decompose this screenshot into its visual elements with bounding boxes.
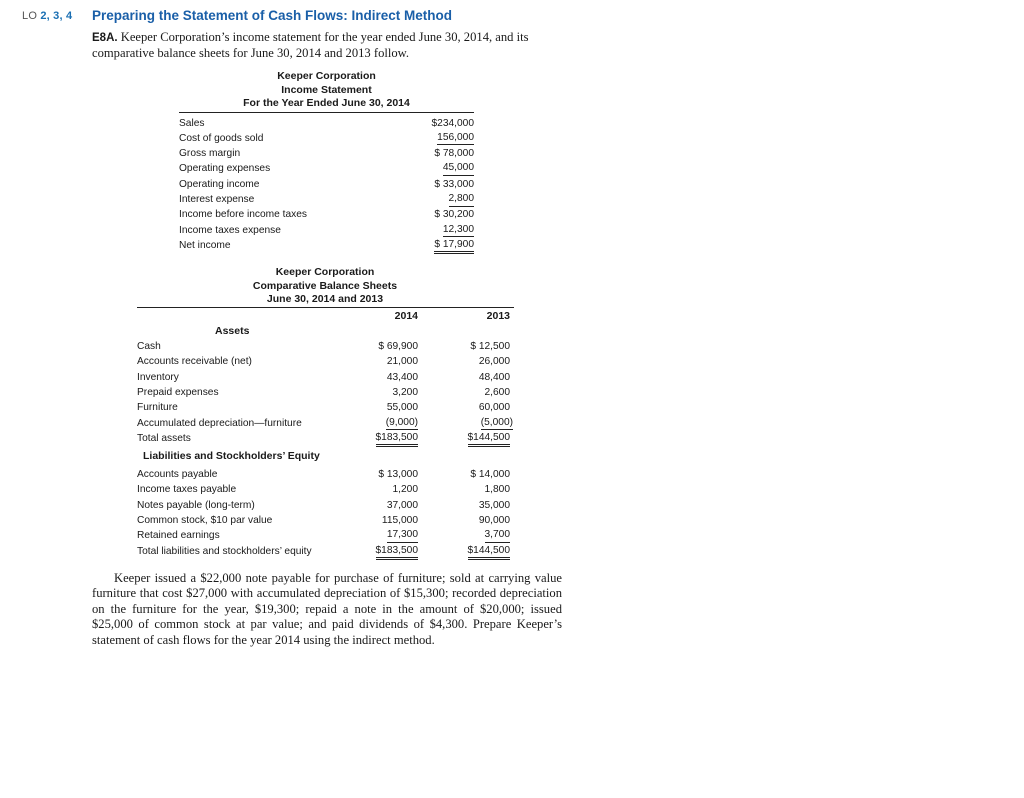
- is-row: [179, 146, 474, 161]
- bs-value-2014: 55,000: [386, 402, 418, 414]
- bs-row-label: Total assets: [137, 432, 191, 444]
- bs-value-2014: $ 13,000: [378, 469, 418, 480]
- bs-value-2013: 60,000: [478, 402, 510, 414]
- bs-value-2013: 90,000: [478, 514, 510, 526]
- is-row: [179, 131, 474, 146]
- is-row-label: Operating income: [179, 178, 260, 190]
- bs-row: [137, 431, 513, 446]
- bs-name: Comparative Balance Sheets: [252, 279, 398, 292]
- bs-row-label: Retained earnings: [137, 530, 220, 542]
- bs-value-2014: $183,500: [376, 431, 419, 448]
- is-name: Income Statement: [281, 83, 372, 96]
- learning-objective: [22, 10, 72, 22]
- bs-value-2014: 37,000: [386, 499, 418, 511]
- bs-value-2014: 17,300: [387, 528, 418, 543]
- is-row-value: 2,800: [449, 192, 475, 207]
- bs-value-2014: 21,000: [386, 356, 418, 368]
- exercise-intro: [92, 30, 567, 61]
- bs-value-2013: 26,000: [478, 356, 510, 368]
- is-row-label: Sales: [179, 117, 205, 129]
- bs-row: [137, 482, 513, 497]
- is-row-label: Gross margin: [179, 148, 241, 160]
- bs-value-2014: $ 69,900: [378, 341, 418, 352]
- bs-rule: [137, 307, 514, 308]
- is-row-value: 156,000: [437, 131, 474, 146]
- is-row: [179, 238, 474, 253]
- bs-row: [137, 467, 513, 482]
- bs-row: [137, 528, 513, 543]
- is-row-label: Income taxes expense: [179, 224, 281, 236]
- bs-row: [137, 416, 513, 431]
- bs-period: June 30, 2014 and 2013: [266, 293, 384, 305]
- is-row-value: $ 33,000: [434, 178, 474, 190]
- income-statement: [179, 70, 474, 251]
- bs-row-label: Income taxes payable: [137, 484, 237, 496]
- bs-row-label: Furniture: [137, 402, 178, 414]
- bs-row-label: Prepaid expenses: [137, 386, 219, 398]
- exercise-intro-text: Keeper Corporation’s income statement for the year ended June 30, 2014, and its comparative balance sheets for June 30, 2014 and 2013 follow.: [92, 30, 529, 60]
- bs-company: Keeper Corporation: [275, 266, 375, 278]
- is-period: For the Year Ended June 30, 2014: [243, 97, 410, 109]
- lo-prefix: LO: [22, 10, 38, 22]
- is-row-value: $234,000: [431, 117, 474, 129]
- income-statement-header: [179, 70, 474, 111]
- is-row-label: Operating expenses: [179, 163, 271, 175]
- bs-row-label: Cash: [137, 341, 161, 352]
- assets-heading: Assets: [215, 325, 250, 337]
- is-row: [179, 116, 474, 131]
- bs-value-2013: $144,500: [468, 431, 511, 448]
- bs-row: [137, 544, 513, 559]
- is-row-value: $ 17,900: [434, 238, 474, 255]
- is-row-value: 45,000: [443, 161, 474, 176]
- bs-row: [137, 339, 513, 354]
- bs-row-label: Common stock, $10 par value: [137, 514, 273, 526]
- bs-row-label: Total liabilities and stockholders’ equity: [137, 545, 312, 557]
- bs-value-2013: (5,000): [481, 416, 513, 431]
- bs-row: [137, 385, 513, 400]
- lo-numbers: 2, 3, 4: [40, 10, 73, 22]
- is-row-label: Income before income taxes: [179, 209, 307, 221]
- is-row: [179, 207, 474, 222]
- is-row-value: $ 30,200: [434, 209, 474, 221]
- bs-value-2013: 35,000: [478, 499, 510, 511]
- is-row: [179, 161, 474, 176]
- bs-row-label: Notes payable (long-term): [137, 499, 255, 511]
- bs-value-2014: (9,000): [386, 416, 418, 431]
- is-rule: [179, 112, 474, 113]
- bs-value-2014: 3,200: [392, 386, 418, 398]
- bs-value-2013: 2,600: [484, 386, 510, 398]
- bs-value-2014: 43,400: [386, 371, 418, 383]
- is-company: Keeper Corporation: [277, 70, 376, 82]
- is-row: [179, 223, 474, 238]
- bs-value-2013: $ 14,000: [470, 469, 510, 480]
- bs-value-2013: $ 12,500: [470, 341, 510, 352]
- exercise-instructions: Keeper issued a $22,000 note payable for purchase of furniture; sold at carrying value furniture that cost $27,000 with accumulated depreciation of $15,300; recorded depreciation on the furniture for the year, $19,300; repaid a note in the amount of $20,000; issued $25,000 of common stock at par value; and paid dividends of $4,300. Prepare Keeper’s statement of cash flows for the year 2014 using the indirect method.: [92, 571, 562, 647]
- bs-row-label: Accounts payable: [137, 469, 218, 480]
- bs-value-2013: $144,500: [468, 544, 511, 561]
- liabilities-heading: Liabilities and Stockholders’ Equity: [143, 450, 320, 462]
- is-row-label: Net income: [179, 239, 231, 251]
- bs-value-2013: 3,700: [485, 528, 511, 543]
- bs-row: [137, 400, 513, 415]
- bs-col-2014: 2014: [394, 310, 418, 322]
- bs-row: [137, 498, 513, 513]
- bs-row-label: Accumulated depreciation—furniture: [137, 417, 302, 429]
- bs-row: [137, 370, 513, 385]
- is-row-value: $ 78,000: [434, 148, 474, 160]
- bs-row-label: Accounts receivable (net): [137, 356, 252, 368]
- bs-value-2014: 1,200: [392, 484, 418, 496]
- bs-row: [137, 354, 513, 369]
- is-row: [179, 177, 474, 192]
- bs-row-label: Inventory: [137, 371, 179, 383]
- is-row-label: Interest expense: [179, 194, 255, 205]
- bs-row: [137, 513, 513, 528]
- balance-sheet-header: [230, 266, 420, 307]
- bs-value-2014: 115,000: [381, 514, 418, 526]
- exercise-title: Preparing the Statement of Cash Flows: Indirect Method: [92, 8, 453, 23]
- bs-col-2013: 2013: [486, 310, 510, 322]
- is-row: [179, 192, 474, 207]
- bs-value-2014: $183,500: [376, 544, 419, 561]
- is-row-value: 12,300: [443, 223, 474, 238]
- bs-value-2013: 48,400: [478, 371, 510, 383]
- is-row-label: Cost of goods sold: [179, 132, 264, 144]
- exercise-label: E8A.: [92, 32, 118, 44]
- bs-value-2013: 1,800: [484, 484, 510, 496]
